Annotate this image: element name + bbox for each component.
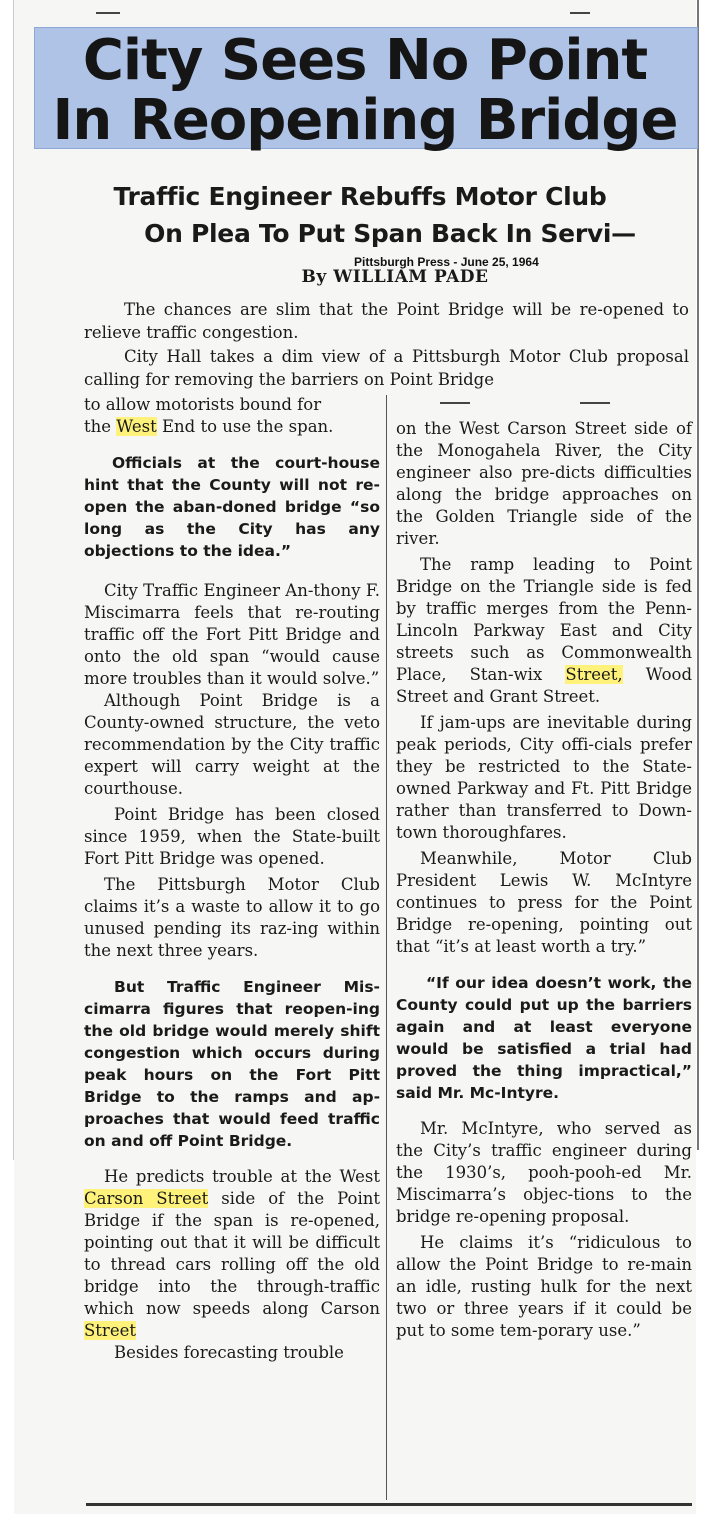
- text-span: End to use the span.: [156, 417, 334, 436]
- byline: By WILLIAM PADE: [301, 267, 489, 287]
- city-engineer-paragraph: City Traffic Engineer An-thony F. Miscimarra feels that re-routing traffic off the Fort Pitt Bridge and onto the old span “would cause more troubles than it would solve.”: [84, 581, 380, 688]
- highlighted-text: Street,: [565, 665, 623, 684]
- paragraph-line: [84, 416, 380, 438]
- motor-club-paragraph: The Pittsburgh Motor Club claims it’s a waste to allow it to go unused pending its raz-ing within the next three years.: [84, 875, 380, 960]
- source-credit: Pittsburgh Press - June 25, 1964: [354, 255, 539, 269]
- clipping-edge-left: [13, 0, 14, 1160]
- column-rule-mark: [440, 402, 470, 404]
- claims-paragraph: He claims it’s “ridiculous to allow the Point Bridge to re-main an idle, rusting hulk for the next two or three years if it could be put to some tem-porary use.”: [396, 1233, 692, 1340]
- besides-paragraph: Besides forecasting trouble: [114, 1343, 344, 1362]
- column-divider: [386, 395, 387, 1500]
- highlighted-text: Street: [84, 1321, 136, 1340]
- text-span: He predicts trouble at the West: [104, 1167, 380, 1186]
- point-bridge-paragraph: Point Bridge has been closed since 1959, when the State-built Fort Pitt Bridge was opened.: [84, 805, 380, 868]
- column-rule-mark: [570, 2, 590, 14]
- lead-paragraph: The chances are slim that the Point Bridge will be re-opened to relieve traffic congestion.: [84, 300, 689, 342]
- jam-ups-paragraph: If jam-ups are inevitable during peak periods, City offi-cials prefer they be restricted to the State-owned Parkway and Ft. Pitt Bridge rather than transferred to Down-town thoroughfares.: [396, 713, 692, 842]
- although-paragraph: Although Point Bridge is a County-owned structure, the veto recommendation by the City traffic expert will carry weight at the courthouse.: [84, 691, 380, 798]
- text-span: the: [84, 417, 117, 436]
- text-span: side of the Point Bridge if the span is re-opened, pointing out that it will be difficult to thread cars rolling off the old bridge into the through-traffic which now speeds along Carson: [84, 1189, 380, 1318]
- predicts-paragraph: [84, 1166, 380, 1342]
- text-span: The ramp leading to Point Bridge on the Triangle side is fed by traffic merges from the Penn-Lincoln Parkway East and City streets such as Commonwealth Place, Stan-wix: [396, 555, 692, 684]
- headline-line-2: In Reopening Bridge: [52, 88, 678, 153]
- column-rule-mark: [580, 402, 610, 404]
- paragraph-line: to allow motorists bound for: [84, 395, 322, 414]
- but-paragraph: But Traffic Engineer Mis-cimarra figures that reopen-ing the old bridge would merely shift congestion which occurs during peak hours on the Fort Pitt Bridge to the ramps and ap-proaches that would feed traffic on and off Point Bridge.: [84, 978, 380, 1150]
- on-west-carson-paragraph: on the West Carson Street side of the Monogahela River, the City engineer also pre-dicts difficulties along the bridge approaches on the Golden Triangle side of the river.: [396, 419, 692, 548]
- mcintyre-paragraph: Mr. McIntyre, who served as the City’s traffic engineer during the 1930’s, pooh-pooh-ed Mr. Miscimarra’s objec-tions to the bridge re-opening proposal.: [396, 1119, 692, 1226]
- subheadline-line-2: On Plea To Put Span Back In Servi—: [144, 219, 636, 248]
- right-column: [396, 418, 692, 1342]
- clipping-edge-right: [697, 0, 699, 1150]
- highlighted-text: West: [116, 417, 157, 436]
- left-column: [84, 394, 380, 1364]
- ramp-paragraph: [396, 554, 692, 708]
- meanwhile-paragraph: Meanwhile, Motor Club President Lewis W. McIntyre continues to press for the Point Bridge re-opening, pointing out that “it’s at least worth a try.”: [396, 849, 692, 956]
- column-rule-mark: [96, 2, 120, 14]
- bottom-rule: [86, 1503, 692, 1506]
- second-paragraph: City Hall takes a dim view of a Pittsburgh Motor Club proposal calling for removing the barriers on Point Bridge: [84, 347, 689, 389]
- officials-paragraph: Officials at the court-house hint that the County will not re-open the aban-doned bridge “so long as the City has any objections to the idea.”: [84, 454, 380, 560]
- headline-line-1: City Sees No Point: [82, 28, 648, 93]
- quote-paragraph: “If our idea doesn’t work, the County could put up the barriers again and at least everyone would be satisfied a trial had proved the thing impractical,” said Mr. Mc-Intyre.: [396, 974, 692, 1102]
- subheadline-line-1: Traffic Engineer Rebuffs Motor Club: [113, 182, 607, 211]
- highlighted-text: Carson Street: [84, 1189, 209, 1208]
- text-span: Wood Street and Grant Street.: [396, 665, 693, 706]
